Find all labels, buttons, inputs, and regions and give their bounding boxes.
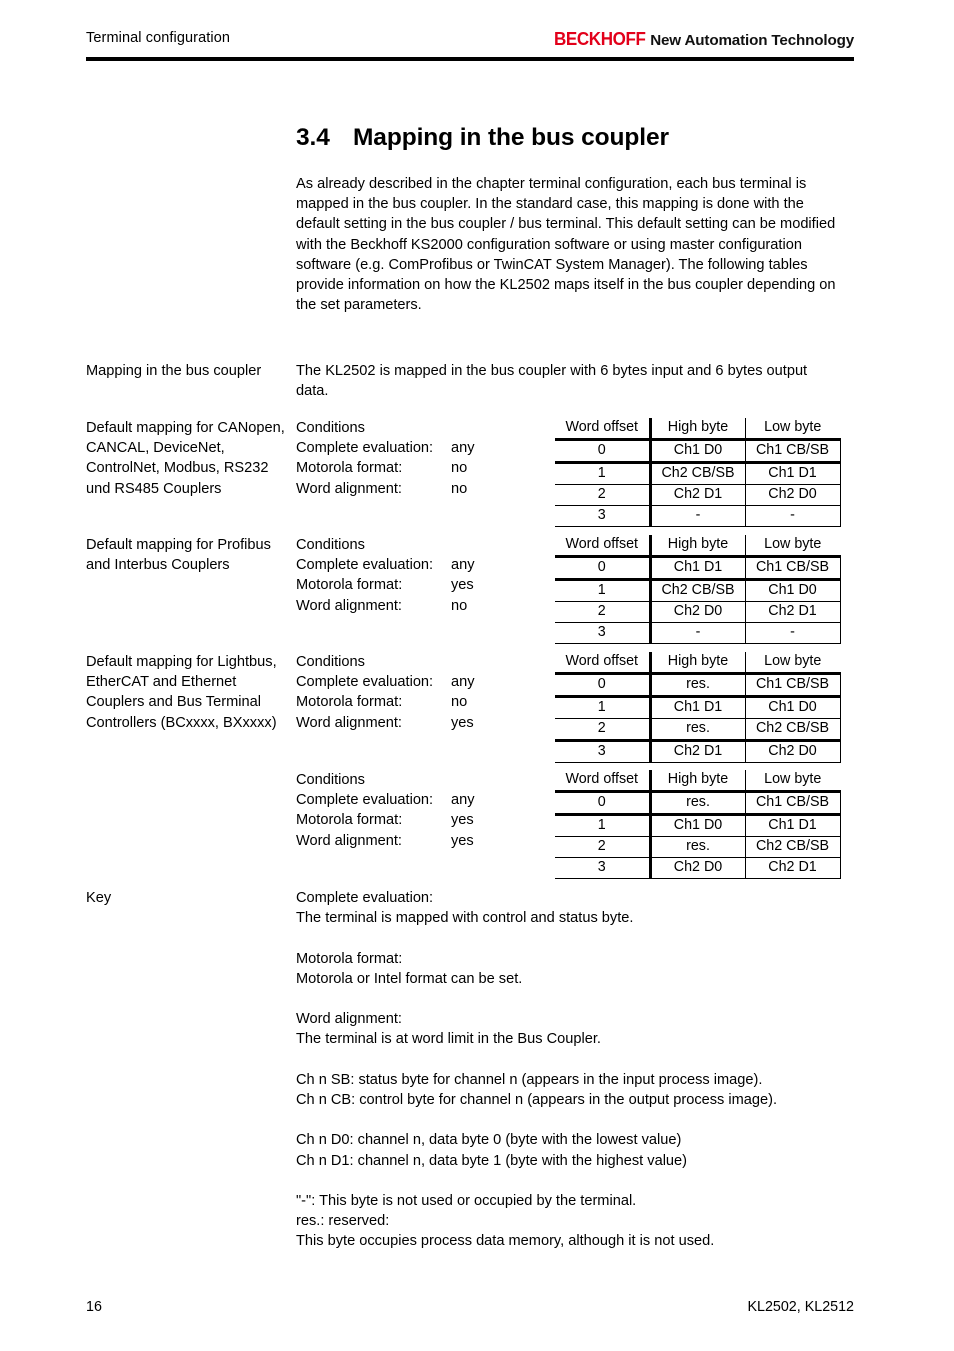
condition-complete-evaluation [296,555,546,575]
condition-value: yes [451,577,474,594]
cell-high-byte: res. [650,674,745,697]
cell-word-offset: 2 [555,602,650,623]
cell-low-byte: Ch2 D0 [745,741,840,763]
table-row [555,815,840,837]
condition-label: Word alignment: [296,480,402,497]
condition-motorola-format [296,692,546,712]
cell-high-byte: res. [650,719,745,741]
table-row [555,557,840,580]
condition-label: Word alignment: [296,832,402,849]
column-header-high-byte: High byte [650,770,745,792]
key-line: Ch n SB: status byte for channel n (appears in the input process image). [296,1071,763,1088]
table-row [555,580,840,602]
column-header-word-offset: Word offset [555,652,650,674]
key-body [296,888,854,1252]
cell-high-byte: - [650,506,745,527]
condition-label: Motorola format: [296,812,403,829]
key-line: Word alignment: [296,1011,402,1028]
cell-word-offset: 1 [555,463,650,485]
column-header-low-byte: Low byte [745,535,840,557]
table-header-row [555,535,840,557]
cell-word-offset: 2 [555,485,650,506]
condition-value: any [451,557,475,574]
condition-value: no [451,480,468,497]
column-header-high-byte: High byte [650,535,745,557]
key-spacer [296,1050,854,1070]
cell-low-byte: Ch1 D0 [745,697,840,719]
condition-word-alignment [296,596,546,616]
mapping-block-3-label: Default mapping for Lightbus, EtherCAT and Ethernet Couplers and Bus Terminal Controllers (BCxxxx, BXxxxx) [86,654,277,731]
mapping-block-1-conditions [296,418,546,499]
column-header-low-byte: Low byte [745,652,840,674]
cell-word-offset: 3 [555,858,650,879]
header-divider [86,57,854,61]
key-line: The terminal is at word limit in the Bus Coupler. [296,1031,601,1048]
cell-word-offset: 1 [555,580,650,602]
column-header-high-byte: High byte [650,418,745,440]
cell-high-byte: res. [650,792,745,815]
mapping-summary-label: Mapping in the bus coupler [86,363,262,379]
column-header-word-offset: Word offset [555,535,650,557]
mapping-table-2 [555,535,841,644]
condition-label: Word alignment: [296,714,402,731]
key-line: Ch n D1: channel n, data byte 1 (byte with the highest value) [296,1152,688,1169]
condition-word-alignment [296,479,546,499]
condition-value: any [451,674,475,691]
condition-value: no [451,460,468,477]
cell-word-offset: 3 [555,506,650,527]
table-row [555,602,840,623]
table-row [555,440,840,463]
mapping-summary-text: The KL2502 is mapped in the bus coupler with 6 bytes input and 6 bytes output data. [296,363,808,400]
key-spacer [296,1171,854,1191]
table-row [555,506,840,527]
cell-low-byte: Ch1 CB/SB [745,674,840,697]
key-line: The terminal is mapped with control and status byte. [296,910,634,927]
table-row [555,697,840,719]
condition-value: no [451,694,468,711]
condition-label: Motorola format: [296,694,403,711]
condition-label: Complete evaluation: [296,792,434,809]
conditions-title: Conditions [296,654,365,670]
brand-tagline: New Automation Technology [650,32,854,49]
brand-wordmark: BECKHOFF [553,28,646,49]
mapping-table-3 [555,652,841,763]
cell-low-byte: Ch1 D1 [745,815,840,837]
condition-complete-evaluation [296,790,546,810]
key-line: Motorola format: [296,950,403,967]
condition-value: yes [451,832,474,849]
cell-low-byte: Ch2 D0 [745,485,840,506]
condition-label: Word alignment: [296,597,402,614]
cell-word-offset: 1 [555,697,650,719]
mapping-block-4-conditions [296,770,546,851]
table-row [555,741,840,763]
condition-value: yes [451,714,474,731]
column-header-low-byte: Low byte [745,770,840,792]
cell-high-byte: Ch1 D1 [650,697,745,719]
key-line: Complete evaluation: [296,890,434,906]
page-title [296,124,669,152]
intro-paragraph: As already described in the chapter terminal configuration, each bus terminal is mapped in the bus coupler. In the standard case, this mapping is done with the default setting in the bus coupler / bus terminal. This default setting can be modified with the Beckhoff KS2000 configuration software or using master configuration software (e.g. ComProfibus or TwinCAT System Manager). The following tables provide information on how the KL2502 maps itself in the bus coupler depending on the set parameters. [296,176,836,314]
key-line: Motorola or Intel format can be set. [296,970,523,987]
cell-high-byte: Ch2 D1 [650,485,745,506]
cell-word-offset: 1 [555,815,650,837]
condition-word-alignment [296,713,546,733]
condition-label: Motorola format: [296,577,403,594]
section-heading-text: Mapping in the bus coupler [353,124,669,151]
condition-value: any [451,440,475,457]
condition-value: no [451,597,468,614]
section-number: 3.4 [296,124,330,151]
condition-label: Complete evaluation: [296,557,434,574]
column-header-word-offset: Word offset [555,418,650,440]
cell-high-byte: Ch2 CB/SB [650,463,745,485]
condition-motorola-format [296,458,546,478]
cell-low-byte: Ch1 D1 [745,463,840,485]
page-number: 16 [86,1299,102,1315]
cell-high-byte: Ch1 D0 [650,815,745,837]
table-header-row [555,418,840,440]
cell-high-byte: Ch2 D0 [650,858,745,879]
beckhoff-logo [546,28,854,50]
cell-low-byte: Ch2 D1 [745,858,840,879]
condition-complete-evaluation [296,438,546,458]
key-spacer [296,928,854,948]
cell-low-byte: Ch1 D0 [745,580,840,602]
key-spacer [296,989,854,1009]
cell-high-byte: res. [650,837,745,858]
key-label: Key [86,890,112,906]
cell-high-byte: Ch2 CB/SB [650,580,745,602]
key-line: "-": This byte is not used or occupied by the terminal. [296,1192,637,1209]
table-row [555,674,840,697]
page-header [86,28,854,54]
mapping-block-2-label: Default mapping for Profibus and Interbus Couplers [86,537,271,574]
key-line: This byte occupies process data memory, although it is not used. [296,1233,715,1250]
condition-label: Complete evaluation: [296,440,434,457]
conditions-title: Conditions [296,420,365,436]
cell-word-offset: 0 [555,557,650,580]
table-header-row [555,770,840,792]
column-header-low-byte: Low byte [745,418,840,440]
mapping-block-3-conditions [296,652,546,733]
cell-high-byte: Ch1 D0 [650,440,745,463]
header-chapter-title: Terminal configuration [86,30,231,46]
key-line: Ch n D0: channel n, data byte 0 (byte with the lowest value) [296,1132,682,1149]
cell-high-byte: Ch2 D1 [650,741,745,763]
key-spacer [296,1110,854,1130]
cell-high-byte: Ch1 D1 [650,557,745,580]
table-header-row [555,652,840,674]
cell-word-offset: 2 [555,837,650,858]
cell-low-byte: - [745,623,840,644]
table-row [555,792,840,815]
cell-word-offset: 3 [555,623,650,644]
cell-high-byte: - [650,623,745,644]
conditions-title: Conditions [296,772,365,788]
cell-low-byte: Ch1 CB/SB [745,557,840,580]
cell-low-byte: Ch2 CB/SB [745,837,840,858]
cell-low-byte: Ch1 CB/SB [745,792,840,815]
table-row [555,719,840,741]
mapping-table-1 [555,418,841,527]
key-line: Ch n CB: control byte for channel n (appears in the output process image). [296,1091,778,1108]
table-row [555,858,840,879]
column-header-high-byte: High byte [650,652,745,674]
table-row [555,485,840,506]
cell-word-offset: 0 [555,792,650,815]
condition-value: yes [451,812,474,829]
mapping-table-4 [555,770,841,879]
mapping-block-2-conditions [296,535,546,616]
cell-word-offset: 2 [555,719,650,741]
conditions-title: Conditions [296,537,365,553]
condition-motorola-format [296,575,546,595]
cell-low-byte: Ch1 CB/SB [745,440,840,463]
condition-word-alignment [296,831,546,851]
condition-motorola-format [296,810,546,830]
column-header-word-offset: Word offset [555,770,650,792]
key-line: res.: reserved: [296,1213,390,1230]
condition-value: any [451,792,475,809]
cell-word-offset: 3 [555,741,650,763]
condition-label: Motorola format: [296,460,403,477]
table-row [555,837,840,858]
document-reference: KL2502, KL2512 [747,1299,854,1315]
cell-word-offset: 0 [555,440,650,463]
mapping-block-1-label: Default mapping for CANopen, CANCAL, DeviceNet, ControlNet, Modbus, RS232 und RS485 Couplers [86,420,285,497]
table-row [555,463,840,485]
cell-high-byte: Ch2 D0 [650,602,745,623]
cell-low-byte: Ch2 CB/SB [745,719,840,741]
cell-low-byte: - [745,506,840,527]
condition-complete-evaluation [296,672,546,692]
cell-word-offset: 0 [555,674,650,697]
table-row [555,623,840,644]
condition-label: Complete evaluation: [296,674,434,691]
cell-low-byte: Ch2 D1 [745,602,840,623]
